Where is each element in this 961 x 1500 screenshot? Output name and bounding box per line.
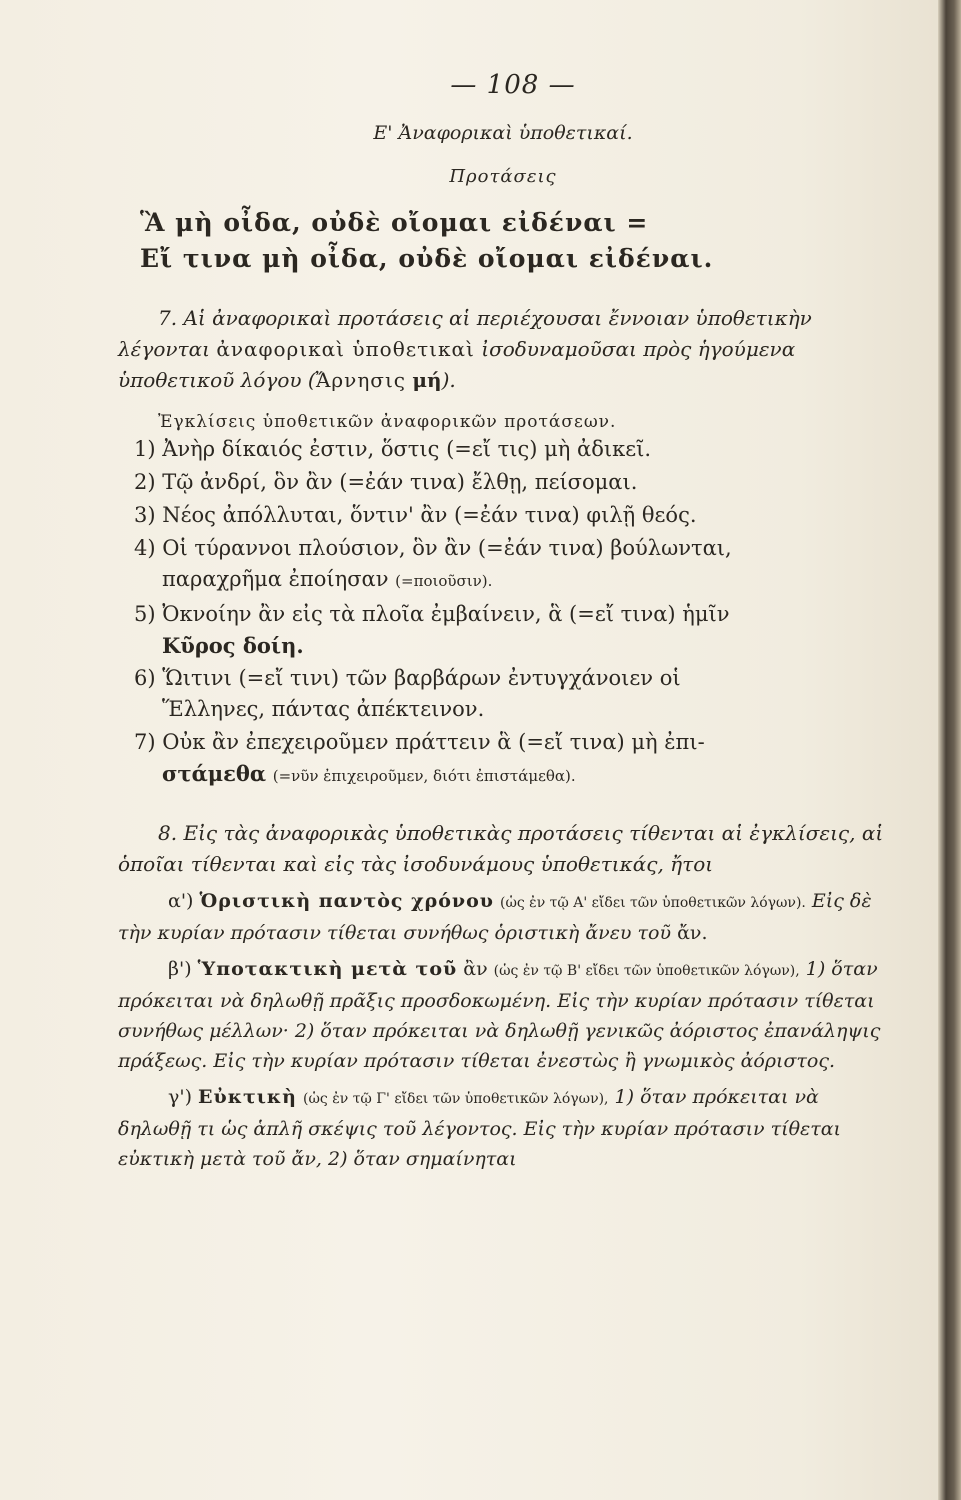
subsection-label: γ') [168, 1086, 192, 1108]
paragraph-7-text-b: ἰσοδυναμοῦσαι πρὸς ἡγούμενα ὑποθετικοῦ λόγου ( [118, 337, 796, 392]
paragraph-7 [118, 303, 888, 396]
list-item-line: 4) Οἱ τύραννοι πλούσιον, ὃν ἂν (=ἐάν τινα) βούλωνται, [134, 536, 732, 560]
example-line-1: Ἃ μὴ οἶδα, οὐδὲ οἴομαι εἰδέναι = [140, 208, 649, 237]
list-item-continuation: Κῦρος δοίη. [162, 633, 304, 658]
paragraph-7-negation-word: μή [412, 368, 442, 392]
example-line-2: Εἴ τινα μὴ οἶδα, οὐδὲ οἴομαι εἰδέναι. [140, 244, 714, 273]
list-item-line: 5) Ὀκνοίην ἂν εἰς τὰ πλοῖα ἐμβαίνειν, ἃ (=εἴ τινα) ἡμῖν [134, 602, 730, 626]
page-content [118, 70, 888, 1174]
list-item-continuation [158, 564, 888, 597]
subsection-an: ἂν [463, 958, 488, 980]
paragraph-8: 8. Εἰς τὰς ἀναφορικὰς ὑποθετικὰς προτάσεις τίθενται αἱ ἐγκλίσεις, αἱ ὁποῖαι τίθενται καὶ εἰς τὰς ἰσοδυνάμους ὑποθετικάς, ἤτοι [118, 821, 884, 876]
subsection-text: 1) ὅταν πρόκειται νὰ δηλωθῇ τι ὡς ἁπλῆ σκέψις τοῦ λέγοντος. Εἰς τὴν κυρίαν πρότασιν τίθεται εὐκτικὴ μετὰ τοῦ ἄν, 2) ὅταν σημαίνηται [118, 1086, 841, 1170]
example-pair [118, 205, 888, 277]
subsection-ref: (ὡς ἐν τῷ Γ' εἴδει τῶν ὑποθετικῶν λόγων), [303, 1091, 609, 1107]
subsection-alpha [118, 886, 888, 948]
book-spine [938, 0, 961, 1500]
list-item [118, 599, 888, 661]
subsection-label: α') [168, 890, 194, 912]
subsection-an: ἄν. [677, 922, 708, 944]
list-item-text: παραχρῆμα ἐποίησαν [162, 567, 389, 591]
list-item: 1) Ἀνὴρ δίκαιός ἐστιν, ὅστις (=εἴ τις) μὴ ἀδικεῖ. [134, 437, 652, 461]
subsection-label: β') [168, 958, 192, 980]
section-title: Ε' Ἀναφορικαὶ ὑποθετικαί. [373, 122, 633, 144]
paragraph-7-close: ). [441, 368, 456, 392]
subsection-gamma [118, 1082, 888, 1174]
list-item: 3) Νέος ἀπόλλυται, ὅντιν' ἂν (=ἐάν τινα) φιλῇ θεός. [134, 503, 697, 527]
list-item-note: (=νῦν ἐπιχειροῦμεν, διότι ἐπιστάμεθα). [272, 767, 576, 785]
subsection-ref: (ὡς ἐν τῷ Β' εἴδει τῶν ὑποθετικῶν λόγων), [493, 963, 800, 979]
subsection-beta [118, 954, 888, 1076]
subsection-term: Ὁριστικὴ παντὸς χρόνου [199, 890, 494, 912]
list-item: 2) Τῷ ἀνδρί, ὃν ἂν (=ἐάν τινα) ἔλθῃ, πείσομαι. [134, 470, 638, 494]
subsection-term: Εὐκτικὴ [198, 1086, 297, 1108]
subsection-ref: (ὡς ἐν τῷ Α' εἴδει τῶν ὑποθετικῶν λόγων). [500, 895, 806, 911]
subsection-term: Ὑποτακτικὴ μετὰ τοῦ [197, 958, 458, 980]
page-number: — 108 — [450, 70, 576, 100]
list-item-note: (=ποιοῦσιν). [395, 572, 493, 590]
list-item [118, 727, 888, 792]
paragraph-7-text-a: 7. Αἱ ἀναφορικαὶ προτάσεις αἱ περιέχουσαι ἔννοιαν ὑποθετικὴν λέγονται [118, 306, 812, 361]
subsection-title: Προτάσεις [449, 166, 557, 187]
list-title: Ἐγκλίσεις ὑποθετικῶν ἀναφορικῶν προτάσεων. [158, 412, 617, 432]
paragraph-7-negation: Ἄρνησις [315, 368, 407, 392]
list-item [118, 533, 888, 597]
list-item-line: 6) Ὥιτινι (=εἴ τινι) τῶν βαρβάρων ἐντυγχάνοιεν οἱ [134, 666, 681, 690]
list-item [118, 663, 888, 725]
list-item-line: 7) Οὐκ ἂν ἐπεχειροῦμεν πράττειν ἃ (=εἴ τινα) μὴ ἐπι- [134, 730, 705, 754]
list-item-continuation: Ἕλληνες, πάντας ἀπέκτεινον. [162, 697, 485, 721]
subsection-text: Εἰς δὲ τὴν κυρίαν πρότασιν τίθεται συνήθως ὁριστικὴ ἄνευ τοῦ [118, 890, 872, 944]
paragraph-7-term: ἀναφορικαὶ ὑποθετικαὶ [216, 337, 475, 361]
list-item-text: στάμεθα [162, 761, 267, 786]
subsection-text: 1) ὅταν πρόκειται νὰ δηλωθῇ πρᾶξις προσδοκωμένη. Εἰς τὴν κυρίαν πρότασιν τίθεται συνήθως μέλλων· 2) ὅταν πρόκειται νὰ δηλωθῇ γενικῶς ἀόριστος ἐπανάληψις πράξεως. Εἰς τὴν κυρίαν πρότασιν τίθεται ἐνεστὼς ἢ γνωμικὸς ἀόριστος. [118, 958, 881, 1072]
list-item-continuation [158, 758, 888, 792]
